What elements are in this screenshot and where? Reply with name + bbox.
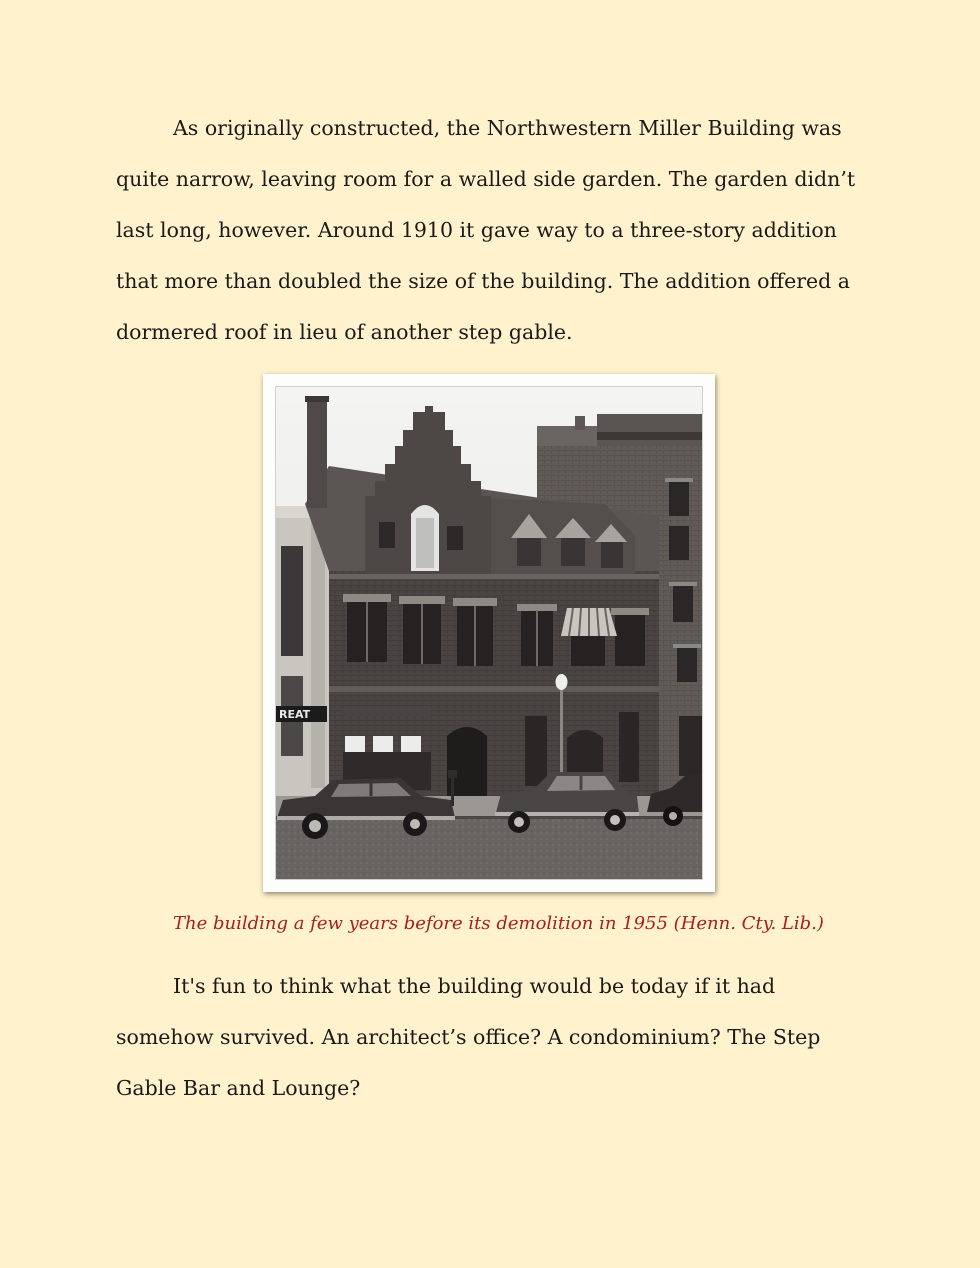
photo-caption: The building a few years before its demolition in 1955 (Henn. Cty. Lib.): [173, 913, 824, 934]
building-photo: [263, 374, 715, 892]
building-photo-image: [275, 386, 703, 880]
paragraph-intro: [116, 103, 876, 358]
paragraph-closing-text: It's fun to think what the building would be today if it had somehow survived. An architect’s office? A condominium? The Step Gable Bar and Lounge?: [116, 974, 821, 1100]
paragraph-closing: [116, 961, 876, 1114]
storefront-sign: REAT: [279, 708, 311, 721]
paragraph-intro-text: As originally constructed, the Northwestern Miller Building was quite narrow, leaving room for a walled side garden. The garden didn’t last long, however. Around 1910 it gave way to a three-story addition that more than doubled the size of the building. The addition offered a dormered roof in lieu of another step gable.: [116, 116, 856, 344]
